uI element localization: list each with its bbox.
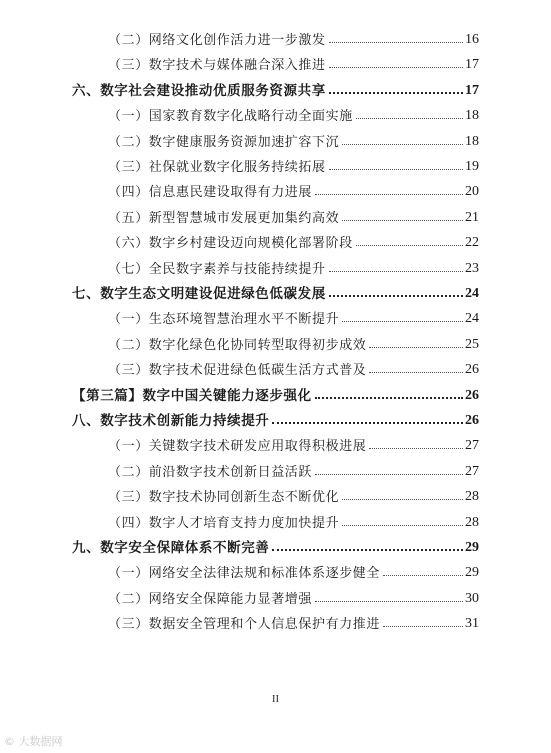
watermark: © 大数据网 bbox=[4, 735, 63, 748]
toc-entry-title: （三）数字技术促进绿色低碳生活方式普及 bbox=[108, 363, 367, 379]
toc-subsection-entry[interactable] bbox=[0, 178, 551, 200]
toc-section-entry[interactable] bbox=[0, 77, 551, 99]
toc-entry-title: （四）信息惠民建设取得有力进展 bbox=[108, 185, 313, 201]
toc-subsection-entry[interactable] bbox=[0, 153, 551, 175]
toc-entry-title: 六、数字社会建设推动优质服务资源共享 bbox=[72, 82, 326, 99]
toc-dot-leader bbox=[315, 601, 463, 602]
toc-entry-title: 七、数字生态文明建设促进绿色低碳发展 bbox=[72, 286, 326, 302]
toc-entry-title: （二）数字健康服务资源加速扩容下沉 bbox=[108, 134, 340, 150]
toc-subsection-entry[interactable] bbox=[0, 229, 551, 251]
toc-entry-title: （二）数字化绿色化协同转型取得初步成效 bbox=[108, 337, 367, 353]
toc-entry-title: （一）生态环境智慧治理水平不断提升 bbox=[108, 312, 340, 328]
toc-entry-title: 八、数字技术创新能力持续提升 bbox=[72, 413, 270, 429]
toc-dot-leader bbox=[315, 397, 463, 399]
toc-dot-leader bbox=[369, 372, 463, 373]
toc-subsection-entry[interactable] bbox=[0, 204, 551, 226]
toc-entry-page: 20 bbox=[465, 184, 479, 200]
toc-section-entry[interactable] bbox=[0, 534, 551, 556]
toc-entry-page: 22 bbox=[465, 235, 479, 251]
toc-entry-page: 25 bbox=[465, 336, 479, 352]
toc-dot-leader bbox=[342, 525, 463, 526]
toc-entry-page: 29 bbox=[465, 540, 479, 555]
toc-entry-title: （三）数字技术与媒体融合深入推进 bbox=[108, 58, 326, 74]
toc-entry-title: （五）新型智慧城市发展更加集约高效 bbox=[108, 210, 340, 226]
toc-subsection-entry[interactable] bbox=[0, 356, 551, 378]
toc-subsection-entry[interactable] bbox=[0, 305, 551, 327]
toc-entry-title: （一）网络安全法律法规和标准体系逐步健全 bbox=[108, 566, 381, 582]
toc-entry-page: 30 bbox=[465, 590, 479, 606]
toc-entry-title: （六）数字乡村建设迈向规模化部署阶段 bbox=[108, 236, 353, 252]
toc-entry-title: 【第三篇】数字中国关键能力逐步强化 bbox=[72, 387, 312, 404]
toc-entry-title: （二）网络安全保障能力显著增强 bbox=[108, 591, 313, 607]
toc-subsection-entry[interactable] bbox=[0, 51, 551, 73]
toc-entry-title: （一）国家教育数字化战略行动全面实施 bbox=[108, 109, 353, 125]
toc-entry-title: （七）全民数字素养与技能持续提升 bbox=[108, 261, 326, 277]
page-number: II bbox=[271, 693, 280, 705]
toc-subsection-entry[interactable] bbox=[0, 102, 551, 124]
toc-dot-leader bbox=[315, 194, 463, 195]
toc-entry-page: 24 bbox=[465, 286, 479, 301]
toc-subsection-entry[interactable] bbox=[0, 26, 551, 48]
toc-dot-leader bbox=[369, 448, 463, 449]
toc-subsection-entry[interactable] bbox=[0, 585, 551, 607]
toc-dot-leader bbox=[315, 474, 463, 475]
toc-dot-leader bbox=[383, 575, 463, 576]
toc-entry-page: 26 bbox=[465, 387, 479, 403]
toc-entry-page: 17 bbox=[465, 57, 479, 73]
toc-section-entry[interactable] bbox=[0, 407, 551, 429]
toc-dot-leader bbox=[329, 295, 463, 297]
toc-subsection-entry[interactable] bbox=[0, 432, 551, 454]
toc-entry-title: （四）数字人才培育支持力度加快提升 bbox=[108, 515, 340, 531]
toc-subsection-entry[interactable] bbox=[0, 331, 551, 353]
toc-dot-leader bbox=[329, 169, 463, 170]
toc-entry-title: （一）关键数字技术研发应用取得积极进展 bbox=[108, 439, 367, 455]
toc-entry-title: （三）数据安全管理和个人信息保护有力推进 bbox=[108, 617, 381, 633]
toc-entry-page: 16 bbox=[465, 32, 479, 47]
toc-entry-title: （三）数字技术协同创新生态不断优化 bbox=[108, 490, 340, 506]
toc-entry-title: （二）网络文化创作活力进一步激发 bbox=[108, 33, 326, 48]
toc-subsection-entry[interactable] bbox=[0, 458, 551, 480]
toc-subsection-entry[interactable] bbox=[0, 483, 551, 505]
toc-subsection-entry[interactable] bbox=[0, 509, 551, 531]
toc-subsection-entry[interactable] bbox=[0, 610, 551, 632]
toc-entry-page: 29 bbox=[465, 565, 479, 581]
toc-dot-leader bbox=[342, 321, 463, 322]
toc-entry-page: 21 bbox=[465, 209, 479, 225]
toc-entry-page: 18 bbox=[465, 133, 479, 149]
toc-entry-title: （三）社保就业数字化服务持续拓展 bbox=[108, 160, 326, 175]
toc-dot-leader bbox=[329, 67, 463, 68]
toc-entry-title: （二）前沿数字技术创新日益活跃 bbox=[108, 464, 313, 480]
toc-dot-leader bbox=[342, 499, 463, 500]
toc-part-entry[interactable] bbox=[0, 382, 551, 404]
toc-entry-page: 18 bbox=[465, 108, 479, 124]
toc-subsection-entry[interactable] bbox=[0, 559, 551, 581]
toc-dot-leader bbox=[356, 245, 463, 246]
toc-entry-page: 28 bbox=[465, 489, 479, 505]
toc-section-entry[interactable] bbox=[0, 280, 551, 302]
toc-dot-leader bbox=[356, 118, 463, 119]
toc-entry-page: 23 bbox=[465, 260, 479, 276]
toc-entry-page: 17 bbox=[465, 82, 479, 98]
toc-dot-leader bbox=[272, 549, 463, 551]
toc-dot-leader bbox=[329, 92, 463, 94]
toc-dot-leader bbox=[342, 144, 463, 145]
toc-entry-page: 19 bbox=[465, 159, 479, 174]
toc-dot-leader bbox=[383, 626, 463, 627]
toc-dot-leader bbox=[329, 42, 463, 43]
toc-entry-page: 26 bbox=[465, 362, 479, 378]
toc-dot-leader bbox=[369, 347, 463, 348]
toc-entry-title: 九、数字安全保障体系不断完善 bbox=[72, 540, 270, 556]
toc-dot-leader bbox=[329, 271, 463, 272]
toc-entry-page: 28 bbox=[465, 514, 479, 530]
toc-subsection-entry[interactable] bbox=[0, 255, 551, 277]
toc-subsection-entry[interactable] bbox=[0, 128, 551, 150]
toc-entry-page: 27 bbox=[465, 463, 479, 479]
toc-entry-page: 26 bbox=[465, 413, 479, 428]
toc-dot-leader bbox=[342, 220, 463, 221]
toc-dot-leader bbox=[272, 422, 463, 424]
toc-entry-page: 24 bbox=[465, 311, 479, 327]
toc-entry-page: 27 bbox=[465, 438, 479, 454]
toc-entry-page: 31 bbox=[465, 616, 479, 632]
